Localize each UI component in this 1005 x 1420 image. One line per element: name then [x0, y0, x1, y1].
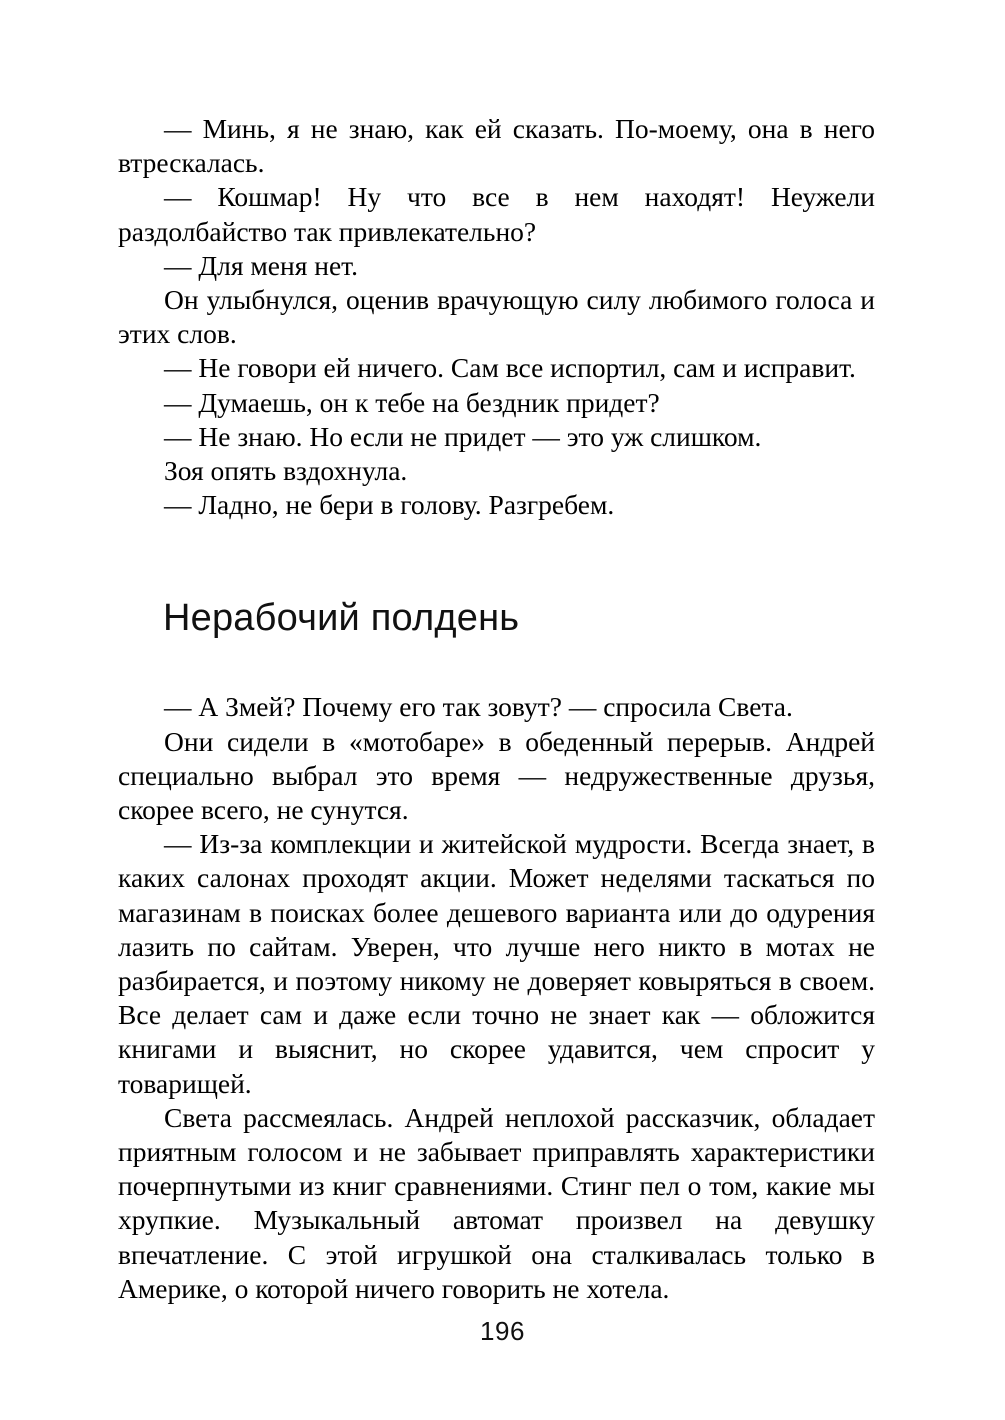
text-column — [118, 112, 875, 1306]
spacer-before-heading — [118, 522, 875, 596]
paragraph: — Не знаю. Но если не придет — это уж слишком. — [164, 420, 762, 452]
paragraph: — Кошмар! Ну что все в нем находят! Неужели раздолбайство так привлекательно? — [118, 181, 875, 247]
paragraph: — Думаешь, он к тебе на бездник придет? — [164, 386, 660, 418]
paragraph: Света рассмеялась. Андрей неплохой рассказчик, обладает приятным голосом и не забывает приправлять характеристики почерпнутыми из книг сравнениями. Стинг пел о том, какие мы хрупкие. Музыкальный автомат произвел на девушку впечатление. С этой игрушкой она сталкивалась только в Америке, о которой ничего говорить не хотела. — [118, 1101, 875, 1304]
paragraph: — Для меня нет. — [164, 249, 358, 281]
paragraph: — Минь, я не знаю, как ей сказать. По-моему, она в него втрескалась. — [118, 113, 875, 179]
paragraph: — Не говори ей ничего. Сам все испортил, сам и исправит. — [164, 352, 856, 384]
paragraph: — Ладно, не бери в голову. Разгребем. — [164, 489, 615, 521]
chapter-heading: Нерабочий полдень — [163, 597, 520, 640]
paragraph: — А Змей? Почему его так зовут? — спросила Света. — [164, 691, 793, 723]
paragraph: — Из-за комплекции и житейской мудрости. Всегда знает, в каких салонах проходят акции. Может неделями таскаться по магазинам в поисках более дешевого варианта или до одурения лазить по сайтам. Уверен, что лучше него никто в мотах не разбирается, и поэтому никому не доверяет ковыряться в своем. Все делает сам и даже если точно не знает как — обложится книгами и выяснит, но скорее удавится, чем спросит у товарищей. — [118, 828, 875, 1099]
paragraph: Он улыбнулся, оценив врачующую силу любимого голоса и этих слов. — [118, 284, 875, 350]
paragraph: Они сидели в «мотобаре» в обеденный перерыв. Андрей специально выбрал это время — недружественные друзья, скорее всего, не сунутся. — [118, 725, 875, 826]
paragraph: Зоя опять вздохнула. — [164, 455, 408, 487]
page-number: 196 — [480, 1316, 525, 1346]
spacer-after-heading — [118, 640, 875, 690]
